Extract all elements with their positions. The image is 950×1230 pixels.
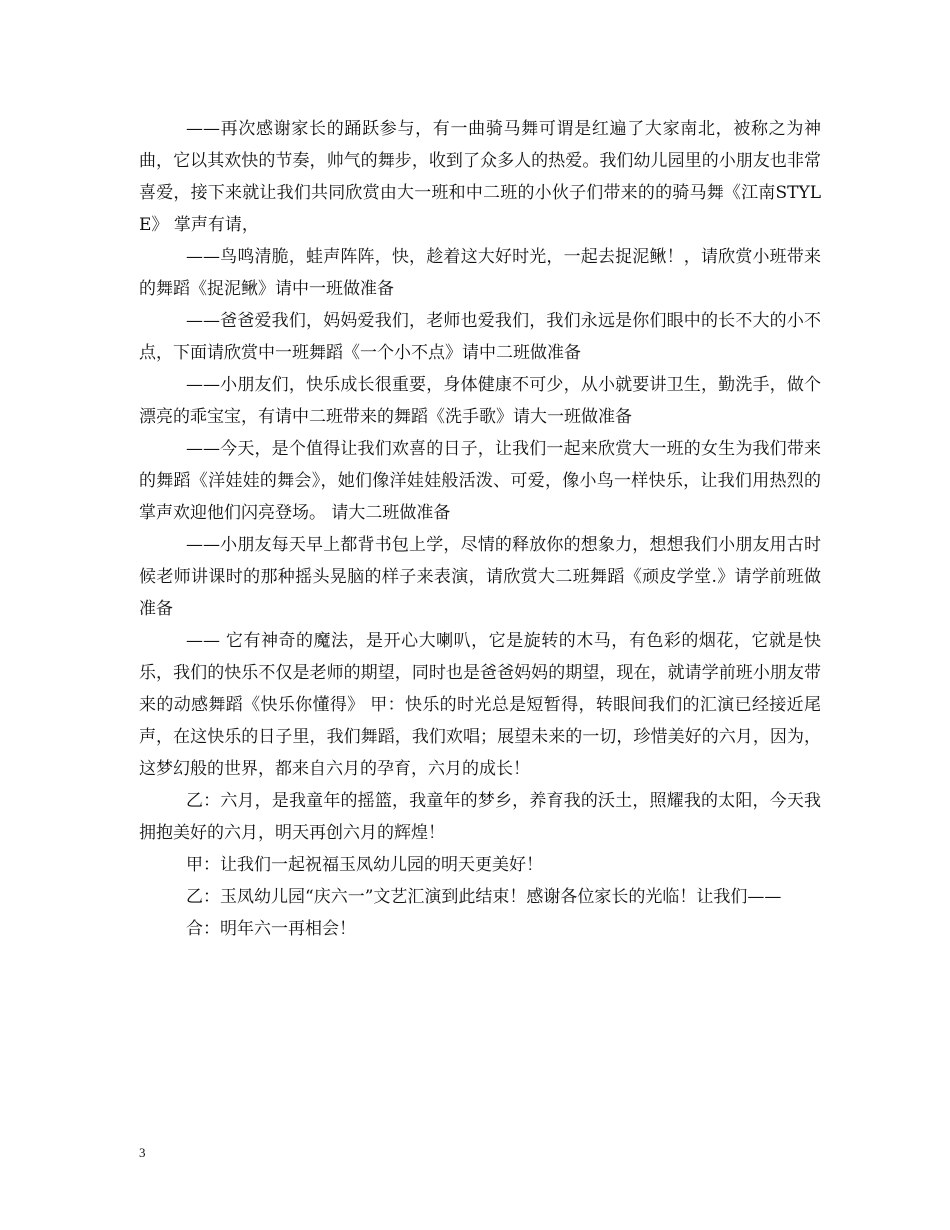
paragraph: ——鸟鸣清脆，蛙声阵阵，快，趁着这大好时光，一起去捉泥鳅！，请欣赏小班带来的舞蹈《捉泥鳅》请中一班做准备 — [139, 247, 821, 299]
page-number: 3 — [139, 1145, 146, 1160]
paragraph: ——小朋友每天早上都背书包上学，尽情的释放你的想象力，想想我们小朋友用古时候老师讲课时的那种摇头晃脑的样子来表演，请欣赏大二班舞蹈《顽皮学堂.》请学前班做准备 — [139, 535, 821, 619]
paragraph: 甲：让我们一起祝福玉凤幼儿园的明天更美好！ — [186, 855, 543, 875]
paragraph: ——小朋友们，快乐成长很重要，身体健康不可少，从小就要讲卫生，勤洗手，做个漂亮的乖宝宝，有请中二班带来的舞蹈《洗手歌》请大一班做准备 — [139, 375, 821, 427]
paragraph: 乙：六月，是我童年的摇篮，我童年的梦乡，养育我的沃土，照耀我的太阳，今天我拥抱美好的六月，明天再创六月的辉煌！ — [139, 791, 821, 843]
paragraph: ——今天，是个值得让我们欢喜的日子，让我们一起来欣赏大一班的女生为我们带来的舞蹈《洋娃娃的舞会》，她们像洋娃娃般活泼、可爱，像小鸟一样快乐，让我们用热烈的掌声欢迎他们闪亮登场。 请大二班做准备 — [139, 439, 821, 523]
paragraph: —— 它有神奇的魔法，是开心大喇叭，它是旋转的木马，有色彩的烟花，它就是快乐，我们的快乐不仅是老师的期望，同时也是爸爸妈妈的期望，现在，就请学前班小朋友带来的动感舞蹈《快乐你懂得》 甲：快乐的时光总是短暂得，转眼间我们的汇演已经接近尾声，在这快乐的日子里，我们舞蹈，我们欢唱；展望未来的一切，珍惜美好的六月，因为，这梦幻般的世界，都来自六月的孕育，六月的成长！ — [139, 631, 821, 779]
paragraph: 合：明年六一再相会！ — [186, 919, 356, 939]
paragraph: 乙：玉凤幼儿园“庆六一”文艺汇演到此结束！感谢各位家长的光临！让我们—— — [186, 887, 782, 907]
paragraph: ——再次感谢家长的踊跃参与，有一曲骑马舞可谓是红遍了大家南北，被称之为神曲，它以其欢快的节奏，帅气的舞步，收到了众多人的热爱。我们幼儿园里的小朋友也非常喜爱，接下来就让我们共同欣赏由大一班和中二班的小伙子们带来的的骑马舞《江南STYLE》 掌声有请， — [139, 119, 821, 235]
document-body — [139, 113, 821, 945]
paragraph: ——爸爸爱我们，妈妈爱我们，老师也爱我们，我们永远是你们眼中的长不大的小不点，下面请欣赏中一班舞蹈《一个小不点》请中二班做准备 — [139, 311, 821, 363]
